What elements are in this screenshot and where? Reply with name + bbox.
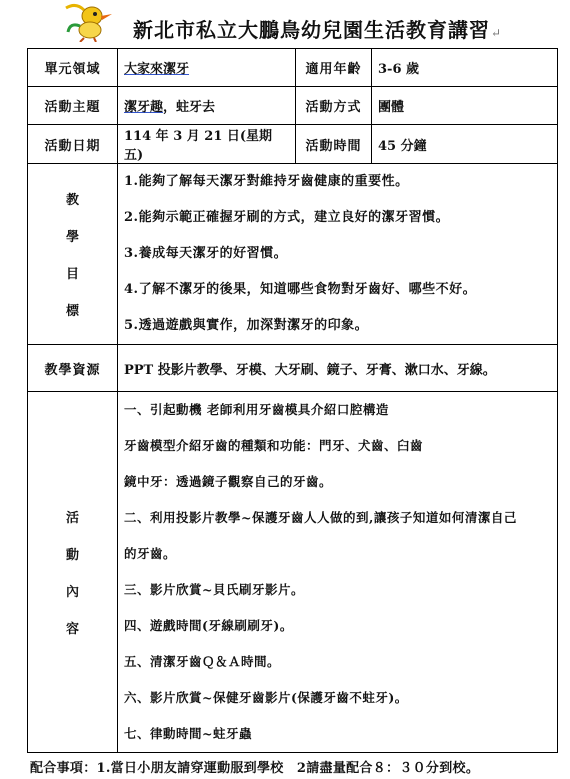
lesson-plan-table xyxy=(27,48,558,753)
date-value: 114 年 3 月 21 日(星期五) xyxy=(118,125,296,164)
resources-label: 教學資源 xyxy=(28,345,118,392)
goal-item: 1.能夠了解每天潔牙對維持牙齒健康的重要性。 xyxy=(124,174,409,189)
goal-item: 4.了解不潔牙的後果，知道哪些食物對牙齒好、哪些不好。 xyxy=(124,282,477,297)
activity-item: 五、清潔牙齒Ｑ＆Ａ時間。 xyxy=(124,654,281,669)
date-label: 活動日期 xyxy=(28,125,118,164)
theme-label: 活動主題 xyxy=(28,87,118,125)
activity-item: 牙齒模型介紹牙齒的種類和功能：門牙、犬齒、臼齒 xyxy=(124,438,424,453)
age-label: 適用年齡 xyxy=(296,49,372,87)
bird-mascot-logo xyxy=(62,2,114,42)
activity-item: 七、律動時間~蛀牙蟲 xyxy=(124,726,252,741)
time-value: 45 分鐘 xyxy=(372,125,558,164)
activity-list xyxy=(118,392,558,753)
unit-label: 單元領域 xyxy=(28,49,118,87)
unit-value: 大家來潔牙 xyxy=(118,49,296,87)
goal-item: 5.透過遊戲與實作，加深對潔牙的印象。 xyxy=(124,318,369,333)
activity-item: 一、引起動機 老師利用牙齒模具介紹口腔構造 xyxy=(124,402,389,417)
theme-value: 潔牙趣，蛀牙去 xyxy=(118,87,296,125)
goal-item: 2.能夠示範正確握牙刷的方式，建立良好的潔牙習慣。 xyxy=(124,210,450,225)
resources-value: PPT 投影片教學、牙模、大牙刷、鏡子、牙膏、漱口水、牙線。 xyxy=(118,345,558,392)
activity-item: 四、遊戲時間(牙線刷刷牙)。 xyxy=(124,618,293,633)
age-value: 3-6 歲 xyxy=(372,49,558,87)
goals-label: 教 學 目 標 xyxy=(28,164,118,345)
method-label: 活動方式 xyxy=(296,87,372,125)
goals-list xyxy=(118,164,558,345)
goal-item: 3.養成每天潔牙的好習慣。 xyxy=(124,246,288,261)
activity-item: 的牙齒。 xyxy=(124,546,177,561)
activity-item: 六、影片欣賞~保健牙齒影片(保護牙齒不蛀牙)。 xyxy=(124,690,408,705)
method-value: 團體 xyxy=(372,87,558,125)
activity-item: 二、利用投影片教學~保護牙齒人人做的到,讓孩子知道如何清潔自己 xyxy=(124,510,517,525)
page-title: 新北市私立大鵬鳥幼兒園生活教育講習↵ xyxy=(133,18,503,42)
footer-notes: 配合事項：1.當日小朋友請穿運動服到學校 2請盡量配合８：３０分到校。 xyxy=(30,761,480,776)
activity-item: 鏡中牙：透過鏡子觀察自己的牙齒。 xyxy=(124,474,333,489)
activity-label: 活 動 內 容 xyxy=(28,392,118,753)
activity-item: 三、影片欣賞~貝氏刷牙影片。 xyxy=(124,582,304,597)
time-label: 活動時間 xyxy=(296,125,372,164)
